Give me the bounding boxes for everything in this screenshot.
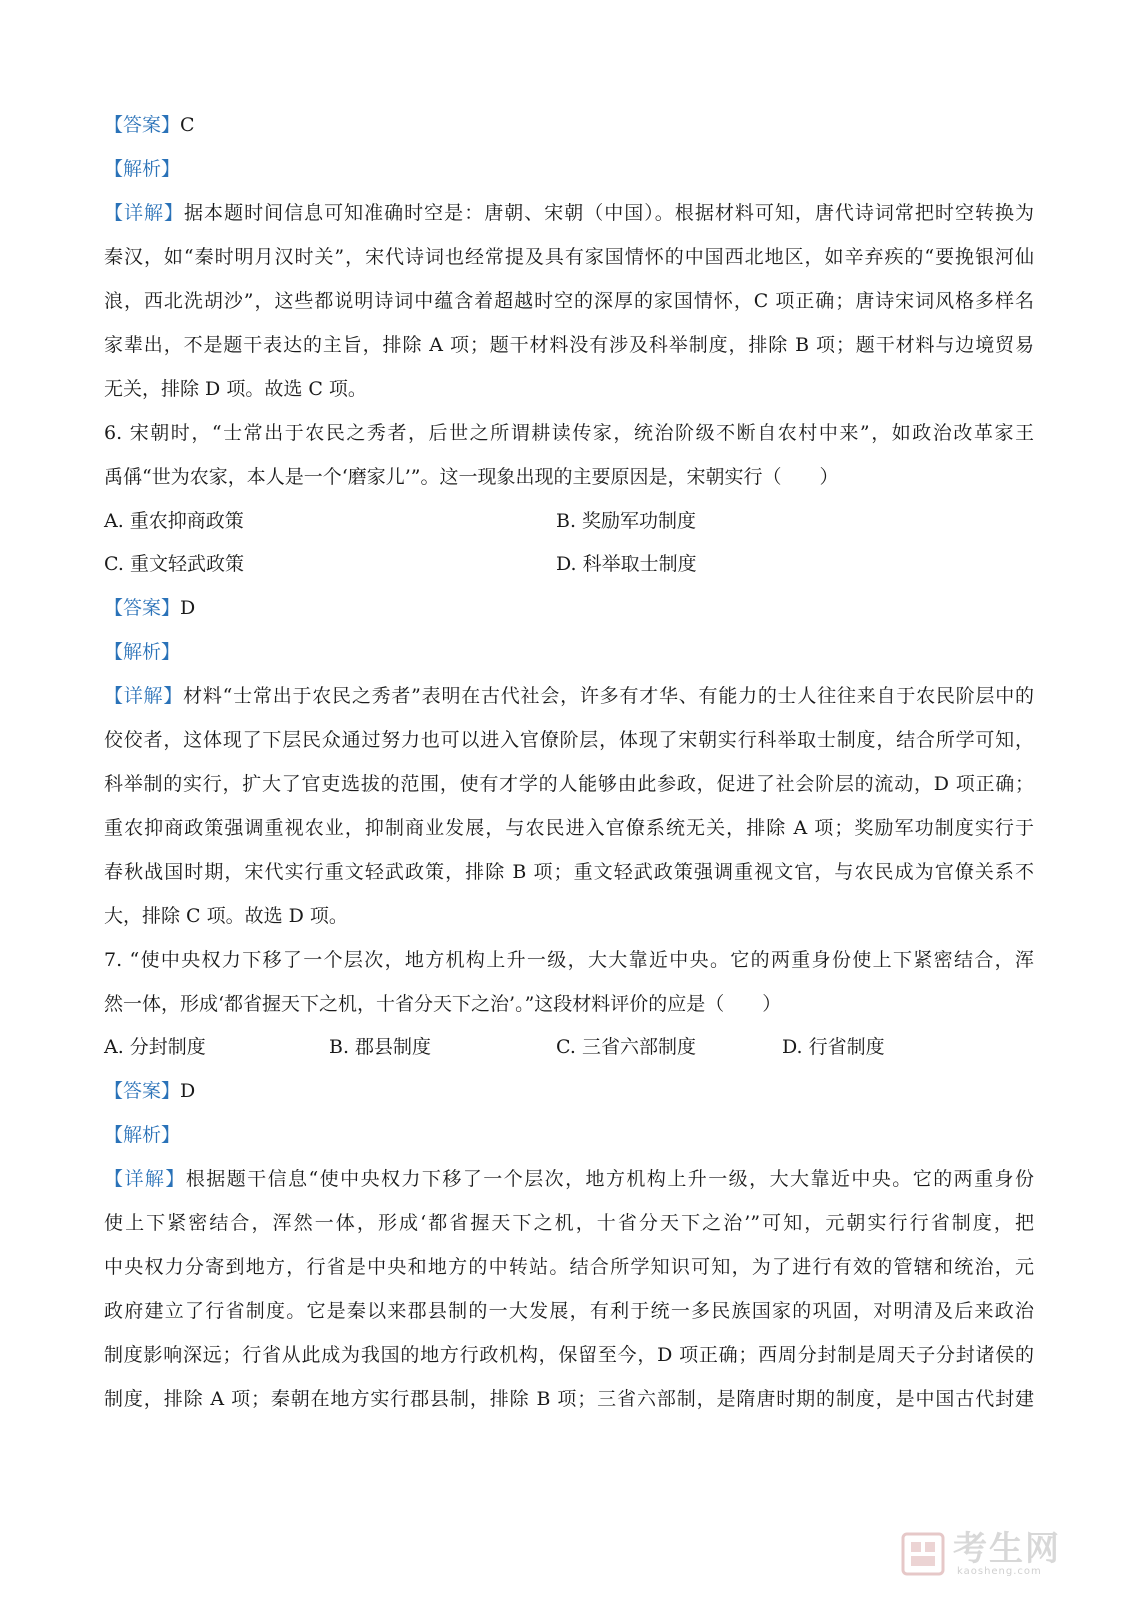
q7-detail-line: 中央权力分寄到地方，行省是中央和地方的中转站。结合所学知识可知，为了进行有效的管辖和统治，元 bbox=[104, 1256, 1034, 1278]
q5-detail-line: 家辈出，不是题干表达的主旨，排除 A 项；题干材料没有涉及科举制度，排除 B 项；题干材料与边境贸易 bbox=[104, 334, 1034, 356]
q7-detail-line: 政府建立了行省制度。它是秦以来郡县制的一大发展，有利于统一多民族国家的巩固，对明清及后来政治 bbox=[104, 1300, 1034, 1322]
q7-option-c: C. 三省六部制度 bbox=[556, 1036, 696, 1058]
q7-option-a: A. 分封制度 bbox=[104, 1036, 206, 1058]
q7-stem-line: 7. “使中央权力下移了一个层次，地方机构上升一级，大大靠近中央。它的两重身份使上下紧密结合，浑 bbox=[104, 949, 1034, 971]
q7-option-d: D. 行省制度 bbox=[782, 1036, 885, 1058]
q6-detail-line: 大，排除 C 项。故选 D 项。 bbox=[104, 905, 348, 927]
q6-detail-line: 【详解】材料“士常出于农民之秀者”表明在古代社会，许多有才华、有能力的士人往往来自于农民阶层中的 bbox=[104, 685, 1034, 707]
q6-analysis-label: 【解析】 bbox=[104, 641, 181, 663]
q5-detail-line: 无关，排除 D 项。故选 C 项。 bbox=[104, 378, 367, 400]
q7-detail-line: 【详解】根据题干信息“使中央权力下移了一个层次，地方机构上升一级，大大靠近中央。它的两重身份 bbox=[104, 1168, 1034, 1190]
q5-answer-line bbox=[104, 113, 1034, 137]
watermark-logo-icon bbox=[901, 1532, 945, 1576]
q5-detail-line: 浪，西北洗胡沙”，这些都说明诗词中蕴含着超越时空的深厚的家国情怀，C 项正确；唐诗宋词风格多样名 bbox=[104, 290, 1034, 312]
answer-value: D bbox=[180, 1080, 196, 1102]
q7-detail-line: 制度，排除 A 项；秦朝在地方实行郡县制，排除 B 项；三省六部制，是隋唐时期的制度，是中国古代封建 bbox=[104, 1388, 1034, 1410]
q7-option-b: B. 郡县制度 bbox=[329, 1036, 432, 1058]
watermark-url: kaosheng.com bbox=[957, 1566, 1042, 1577]
detail-label: 【详解】 bbox=[104, 1168, 186, 1190]
q6-option-b: B. 奖励军功制度 bbox=[556, 510, 697, 532]
answer-label: 【答案】 bbox=[104, 1080, 181, 1102]
q7-answer-line bbox=[104, 1079, 1034, 1103]
q6-stem-line: 6. 宋朝时，“士常出于农民之秀者，后世之所谓耕读传家，统治阶级不断自农村中来”，如政治改革家王 bbox=[104, 422, 1034, 444]
q6-option-a: A. 重农抑商政策 bbox=[104, 510, 244, 532]
q7-detail-line: 制度影响深远；行省从此成为我国的地方行政机构，保留至今，D 项正确；西周分封制是周天子分封诸侯的 bbox=[104, 1344, 1034, 1366]
q6-detail-line: 春秋战国时期，宋代实行重文轻武政策，排除 B 项；重文轻武政策强调重视文官，与农民成为官僚关系不 bbox=[104, 861, 1034, 883]
answer-label: 【答案】 bbox=[104, 597, 181, 619]
detail-label: 【详解】 bbox=[104, 202, 185, 224]
detail-label: 【详解】 bbox=[104, 685, 184, 707]
q6-detail-line: 重农抑商政策强调重视农业，抑制商业发展，与农民进入官僚系统无关，排除 A 项；奖励军功制度实行于 bbox=[104, 817, 1034, 839]
watermark-text: 考生网 bbox=[953, 1529, 1061, 1569]
q7-stem-line: 然一体，形成‘都省握天下之机，十省分天下之治’。”这段材料评价的应是（ ） bbox=[104, 993, 782, 1015]
q6-option-d: D. 科举取士制度 bbox=[556, 553, 697, 575]
q6-detail-line: 科举制的实行，扩大了官吏选拔的范围，使有才学的人能够由此参政，促进了社会阶层的流动，D 项正确； bbox=[104, 773, 1034, 795]
q7-detail-line: 使上下紧密结合，浑然一体，形成‘都省握天下之机，十省分天下之治’”可知，元朝实行行省制度，把 bbox=[104, 1212, 1034, 1234]
answer-value: D bbox=[180, 597, 196, 619]
q6-option-c: C. 重文轻武政策 bbox=[104, 553, 244, 575]
q6-stem-line: 禹偁“世为农家，本人是一个‘磨家儿’”。这一现象出现的主要原因是，宋朝实行（ ） bbox=[104, 466, 839, 488]
q5-analysis-label: 【解析】 bbox=[104, 158, 181, 180]
site-watermark bbox=[901, 1530, 1101, 1578]
q7-analysis-label: 【解析】 bbox=[104, 1124, 181, 1146]
q5-detail-line: 【详解】据本题时间信息可知准确时空是：唐朝、宋朝（中国）。根据材料可知，唐代诗词常把时空转换为 bbox=[104, 202, 1034, 224]
q5-detail-line: 秦汉，如“秦时明月汉时关”，宋代诗词也经常提及具有家国情怀的中国西北地区，如辛弃疾的“要挽银河仙 bbox=[104, 246, 1034, 268]
q6-detail-line: 佼佼者，这体现了下层民众通过努力也可以进入官僚阶层，体现了宋朝实行科举取士制度，结合所学可知， bbox=[104, 729, 1034, 751]
q6-answer-line bbox=[104, 596, 1034, 620]
answer-label: 【答案】 bbox=[104, 114, 181, 136]
answer-value: C bbox=[180, 114, 195, 136]
